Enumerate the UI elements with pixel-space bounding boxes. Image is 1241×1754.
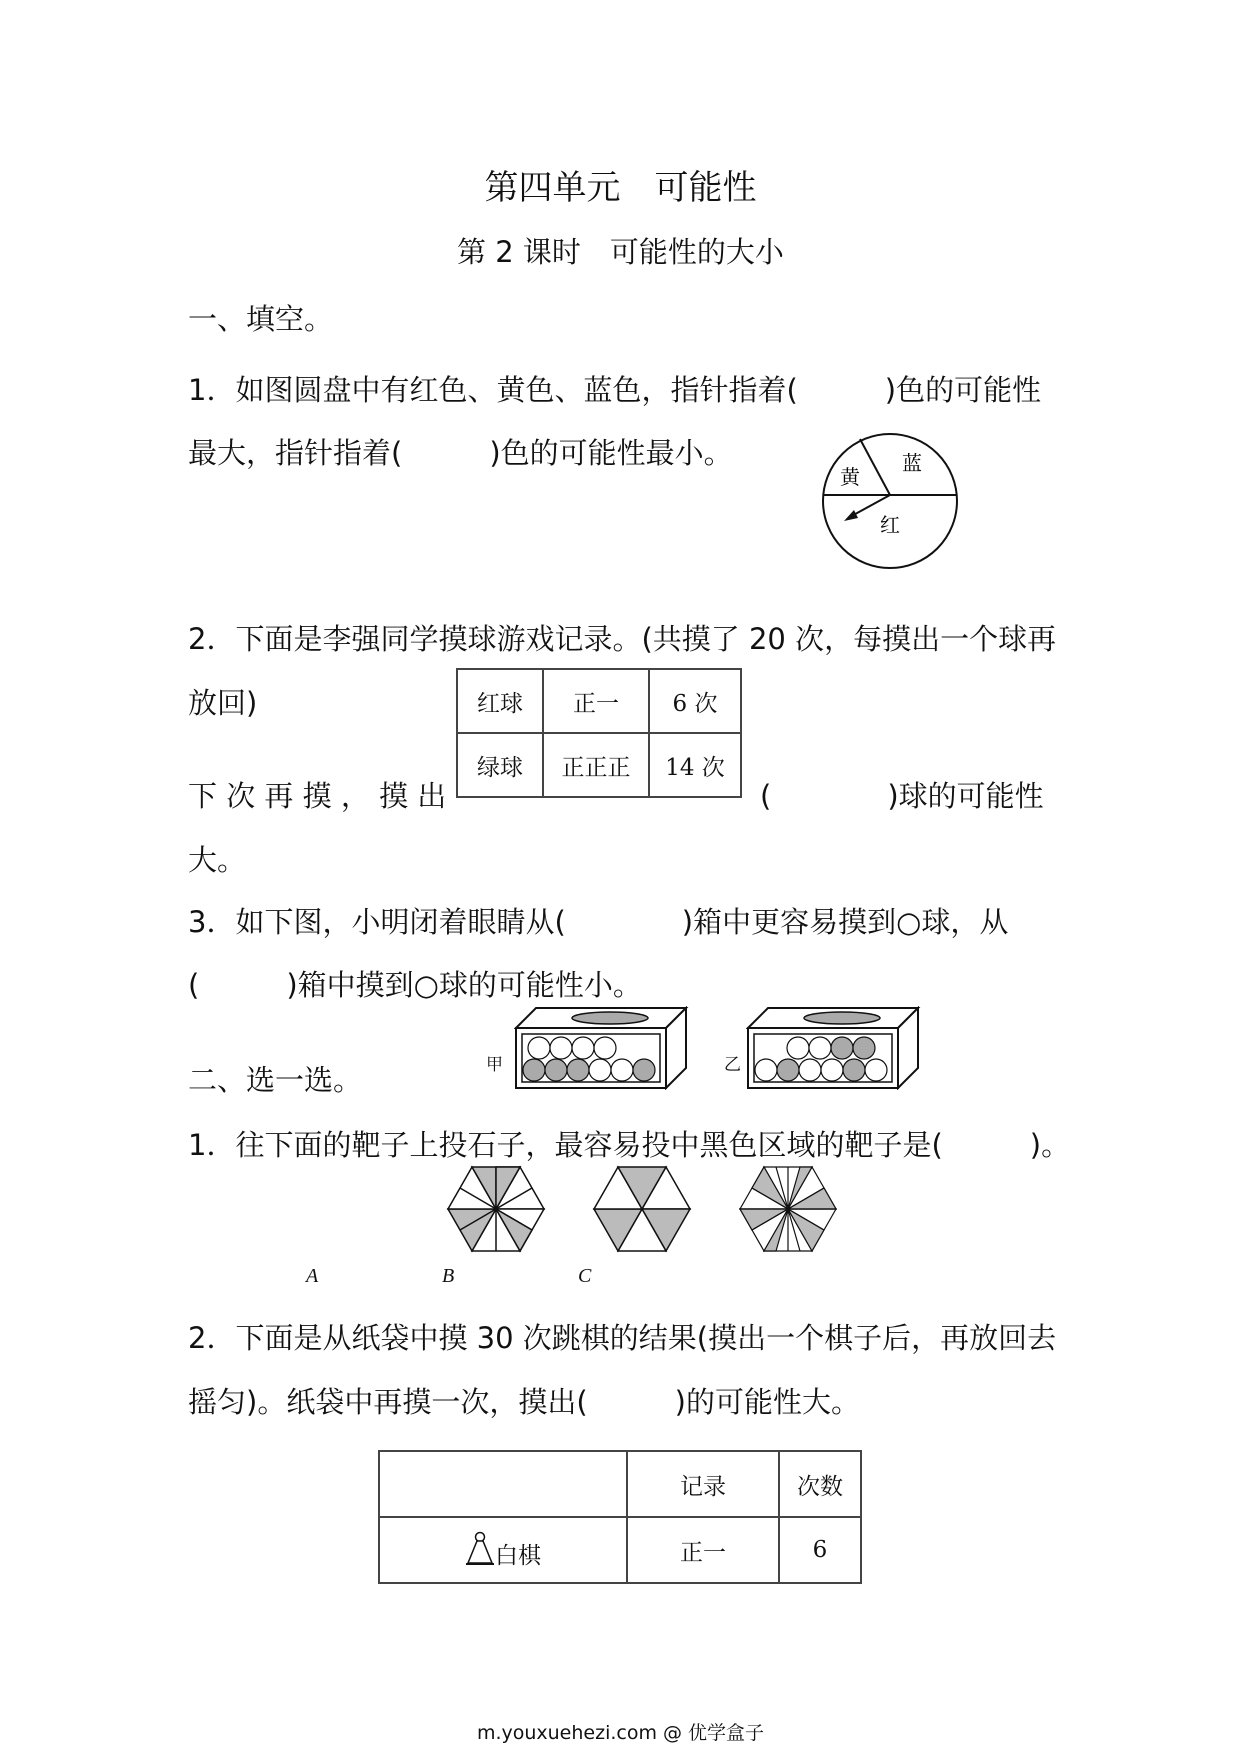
s2-q1-text: 1．往下面的靶子上投石子，最容易投中黑色区域的靶子是( )。 [188, 1128, 1071, 1162]
box-a-label: 甲 [486, 1055, 503, 1075]
disc-label-red: 红 [880, 513, 900, 537]
chess-record-table [378, 1450, 862, 1584]
table-row [457, 669, 741, 733]
q1-line1: 1．如图圆盘中有红色、黄色、蓝色，指针指着( )色的可能性 [188, 373, 1042, 407]
box-b [746, 1006, 922, 1090]
q2-line2: 放回) [188, 686, 258, 720]
spinner-disc [818, 432, 962, 570]
page-title: 第四单元 可能性 [484, 168, 757, 208]
q2-line4: 大。 [188, 843, 247, 877]
disc-label-blue: 蓝 [902, 451, 922, 475]
option-a-label: A [306, 1265, 319, 1287]
table-cell: 6 次 [649, 669, 741, 733]
q3-line1: 3．如下图，小明闭着眼睛从( )箱中更容易摸到○球，从 [188, 905, 1009, 939]
s2-q2-line1: 2．下面是从纸袋中摸 30 次跳棋的结果(摸出一个棋子后，再放回去 [188, 1321, 1057, 1355]
table-cell: 正一 [543, 669, 649, 733]
target-c [738, 1165, 838, 1253]
s2-q2-line2: 摇匀)。纸袋中再摸一次，摸出( )的可能性大。 [188, 1385, 860, 1419]
table-header-cell [379, 1451, 627, 1517]
q2-line3-left: 下 次 再 摸 ， 摸 出 [188, 779, 447, 813]
table-cell: 绿球 [457, 733, 543, 797]
table-cell: 正正正 [543, 733, 649, 797]
disc-label-yellow: 黄 [840, 465, 860, 489]
table-header-cell: 记录 [627, 1451, 779, 1517]
table-cell: 红球 [457, 669, 543, 733]
chess-piece-icon [465, 1531, 495, 1567]
q1-line2: 最大，指针指着( )色的可能性最小。 [188, 436, 733, 470]
option-b-label: B [442, 1265, 455, 1287]
table-cell: 正一 [627, 1517, 779, 1583]
white-piece-label: 白棋 [495, 1542, 541, 1569]
target-a [446, 1165, 546, 1253]
target-b [592, 1165, 692, 1253]
page-subtitle: 第 2 课时 可能性的大小 [457, 235, 784, 269]
box-a [514, 1006, 690, 1090]
table-cell [379, 1517, 627, 1583]
section2-heading: 二、选一选。 [188, 1063, 363, 1097]
box-b-label: 乙 [724, 1055, 741, 1075]
q2-line3-right: ( )球的可能性 [760, 779, 1044, 813]
table-cell: 14 次 [649, 733, 741, 797]
table-row [379, 1517, 861, 1583]
section1-heading: 一、填空。 [188, 302, 334, 336]
table-row [379, 1451, 861, 1517]
q3-line2: ( )箱中摸到○球的可能性小。 [188, 968, 642, 1002]
ball-record-table [456, 668, 742, 798]
option-c-label: C [578, 1265, 592, 1287]
footer-watermark: m.youxuehezi.com @ 优学盒子 [476, 1722, 765, 1744]
table-cell: 6 [779, 1517, 861, 1583]
q2-line1: 2．下面是李强同学摸球游戏记录。(共摸了 20 次，每摸出一个球再 [188, 622, 1057, 656]
table-header-cell: 次数 [779, 1451, 861, 1517]
table-row [457, 733, 741, 797]
